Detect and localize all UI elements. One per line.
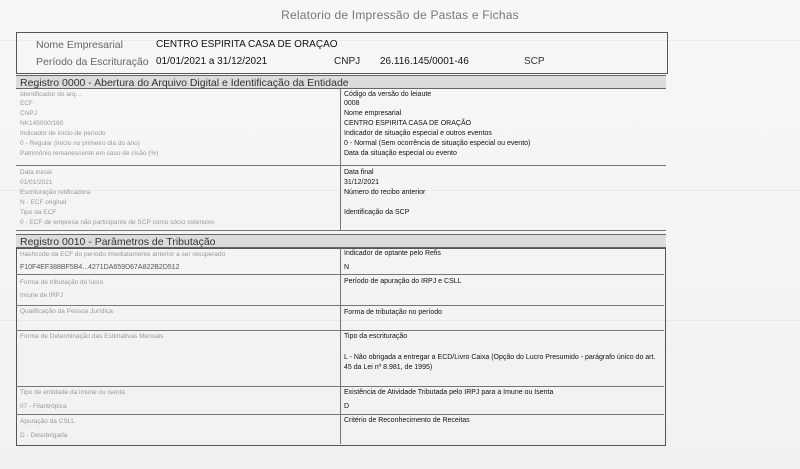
periodo-label: Período da Escrituração <box>36 56 149 68</box>
section-registro-0000: Registro 0000 - Abertura do Arquivo Digital e Identificação da Entidade <box>16 75 666 89</box>
s2-left-2: Forma de tributação do lucro <box>20 279 104 286</box>
section1-divider <box>340 89 341 230</box>
s2-left-6: Tipo de entidade da imune ou isenta <box>20 389 125 396</box>
s1-left-1: ECF <box>20 100 33 107</box>
s1-left-4: Indicador de início de período <box>20 130 106 137</box>
s1-right-3: CENTRO ESPIRITA CASA DE ORAÇÃO <box>344 120 472 127</box>
section2-table <box>16 248 666 446</box>
s2-rule-4 <box>16 386 664 387</box>
s1-left-2: CNPJ <box>20 110 37 117</box>
s2-right-4: Tipo da escrituração <box>344 333 408 340</box>
section-registro-0010: Registro 0010 - Parâmetros de Tributação <box>16 234 666 248</box>
s2-left-9: D - Desobrigada <box>20 432 68 439</box>
s1-right-5: 0 - Normal (Sem ocorrência de situação especial ou evento) <box>344 140 531 147</box>
s1-right-8: 31/12/2021 <box>344 179 380 186</box>
s1-left-11: Tipo da ECF <box>20 209 57 216</box>
s2-left-3: Imune de IRPJ <box>20 292 63 299</box>
s1-right-0: Código da versão do leiaute <box>344 91 432 98</box>
empresa-value: CENTRO ESPIRITA CASA DE ORAÇAO <box>156 39 338 50</box>
section1-rule-1 <box>16 165 666 166</box>
section1-rule-2 <box>16 230 666 231</box>
report-title: Relatorio de Impressão de Pastas e Fichas <box>281 8 519 22</box>
s1-left-9: Escrituração retificadora <box>20 189 91 196</box>
s2-right-8: Critério de Reconhecimento de Receitas <box>344 417 470 424</box>
s1-left-3: NK145000/160 <box>20 120 64 127</box>
s2-right-5: L - Não obrigada a entregar a ECD/Livro Caixa (Opção do Lucro Presumido - parágrafo único do art. 45 da Lei nº 8.981, de 1995) <box>344 354 656 371</box>
s2-right-2: Período de apuração do IRPJ e CSLL <box>344 278 462 285</box>
s1-left-8: 01/01/2021 <box>20 179 53 186</box>
s2-right-6: Existência de Atividade Tributada pelo IRPJ para a Imune ou Isenta <box>344 389 554 396</box>
s1-left-10: N - ECF original <box>20 199 67 206</box>
cnpj-value: 26.116.145/0001-46 <box>380 56 469 67</box>
s1-right-7: Data final <box>344 169 374 176</box>
s2-right-7: D <box>344 403 350 410</box>
s2-left-4: Qualificação da Pessoa Jurídica <box>20 308 113 315</box>
s1-right-6: Data da situação especial ou evento <box>344 150 457 157</box>
s1-left-12: 0 - ECF de empresa não participante de SCP como sócio ostensivo <box>20 219 215 226</box>
s2-rule-5 <box>16 414 664 415</box>
s2-rule-1 <box>16 274 664 275</box>
s1-right-2: Nome empresarial <box>344 110 402 117</box>
s1-right-1: 0008 <box>344 100 360 107</box>
s1-right-9: Número do recibo anterior <box>344 189 426 196</box>
s2-left-0: Hashcode da ECF do período imediatamente anterior a ser recuperado <box>20 251 226 258</box>
s2-left-7: 07 - Filantrópica <box>20 403 67 410</box>
s1-right-10: Identificação da SCP <box>344 209 410 216</box>
s1-left-5: 0 - Regular (início no primeiro dia do ano) <box>20 140 140 147</box>
empresa-label: Nome Empresarial <box>36 39 123 51</box>
s1-right-4: Indicador de situação especial e outros eventos <box>344 130 492 137</box>
periodo-value: 01/01/2021 a 31/12/2021 <box>156 56 268 67</box>
cnpj-label: CNPJ <box>334 56 361 67</box>
s2-left-5: Forma de Determinação das Estimativas Mensais <box>20 333 164 340</box>
s2-right-3: Forma de tributação no período <box>344 309 443 316</box>
s2-left-8: Apuração da CSLL <box>20 418 75 425</box>
s2-rule-3 <box>16 330 664 331</box>
s2-right-1: N <box>344 264 350 271</box>
scp-label: SCP <box>524 56 545 67</box>
s2-right-0: Indicador de optante pelo Refis <box>344 250 441 257</box>
s1-left-7: Data inicial <box>20 169 52 176</box>
s1-left-0: Identificador do arq... <box>20 91 82 98</box>
s2-rule-2 <box>16 305 664 306</box>
s2-left-1: F10F4EF388BF5B4...4271DA659D67A822B2D512 <box>20 264 180 271</box>
s1-left-6: Patrimônio remanescente em caso de cisão (%) <box>20 150 159 157</box>
